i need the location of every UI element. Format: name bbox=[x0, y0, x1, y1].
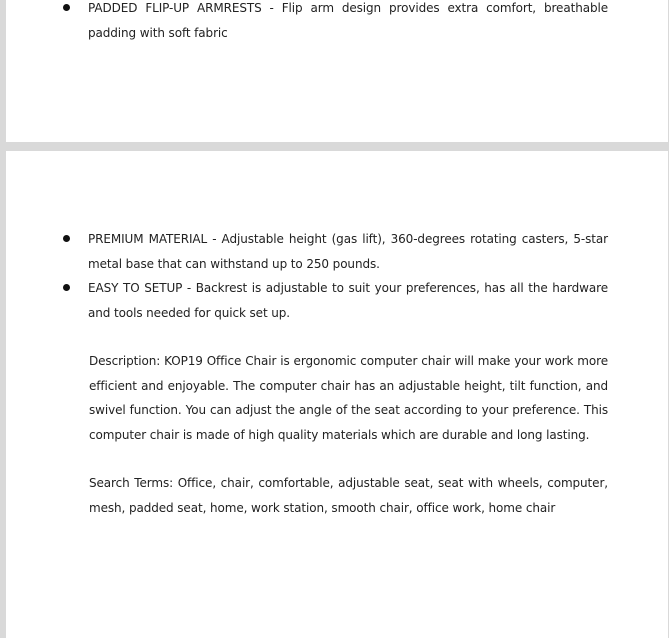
bullet-text: EASY TO SETUP - Backrest is adjustable to suit your preferences, has all the hardware and tools needed for quick set up. bbox=[88, 281, 608, 320]
document-page-2 bbox=[6, 151, 668, 638]
bullet-dot-icon bbox=[63, 4, 70, 11]
search-terms-paragraph: Search Terms: Office, chair, comfortable, adjustable seat, seat with wheels, computer, mesh, padded seat, home, work station, smooth chair, office work, home chair bbox=[89, 476, 608, 515]
bullet-dot-icon bbox=[63, 235, 70, 242]
bullet-item-premium-material bbox=[88, 227, 608, 276]
document-page-1 bbox=[6, 0, 668, 142]
bullet-item-easy-setup bbox=[88, 276, 608, 325]
bullet-text: PREMIUM MATERIAL - Adjustable height (gas lift), 360-degrees rotating casters, 5-star metal base that can withstand up to 250 pounds. bbox=[88, 232, 608, 271]
bullet-dot-icon bbox=[63, 284, 70, 291]
bullet-item-armrests bbox=[88, 0, 608, 45]
description-paragraph: Description: KOP19 Office Chair is ergonomic computer chair will make your work more efficient and enjoyable. The computer chair has an adjustable height, tilt function, and swivel function. You can adjust the angle of the seat according to your preference. This computer chair is made of high quality materials which are durable and long lasting. bbox=[89, 354, 608, 442]
bullet-text: PADDED FLIP-UP ARMRESTS - Flip arm design provides extra comfort, breathable padding with soft fabric bbox=[88, 1, 608, 40]
